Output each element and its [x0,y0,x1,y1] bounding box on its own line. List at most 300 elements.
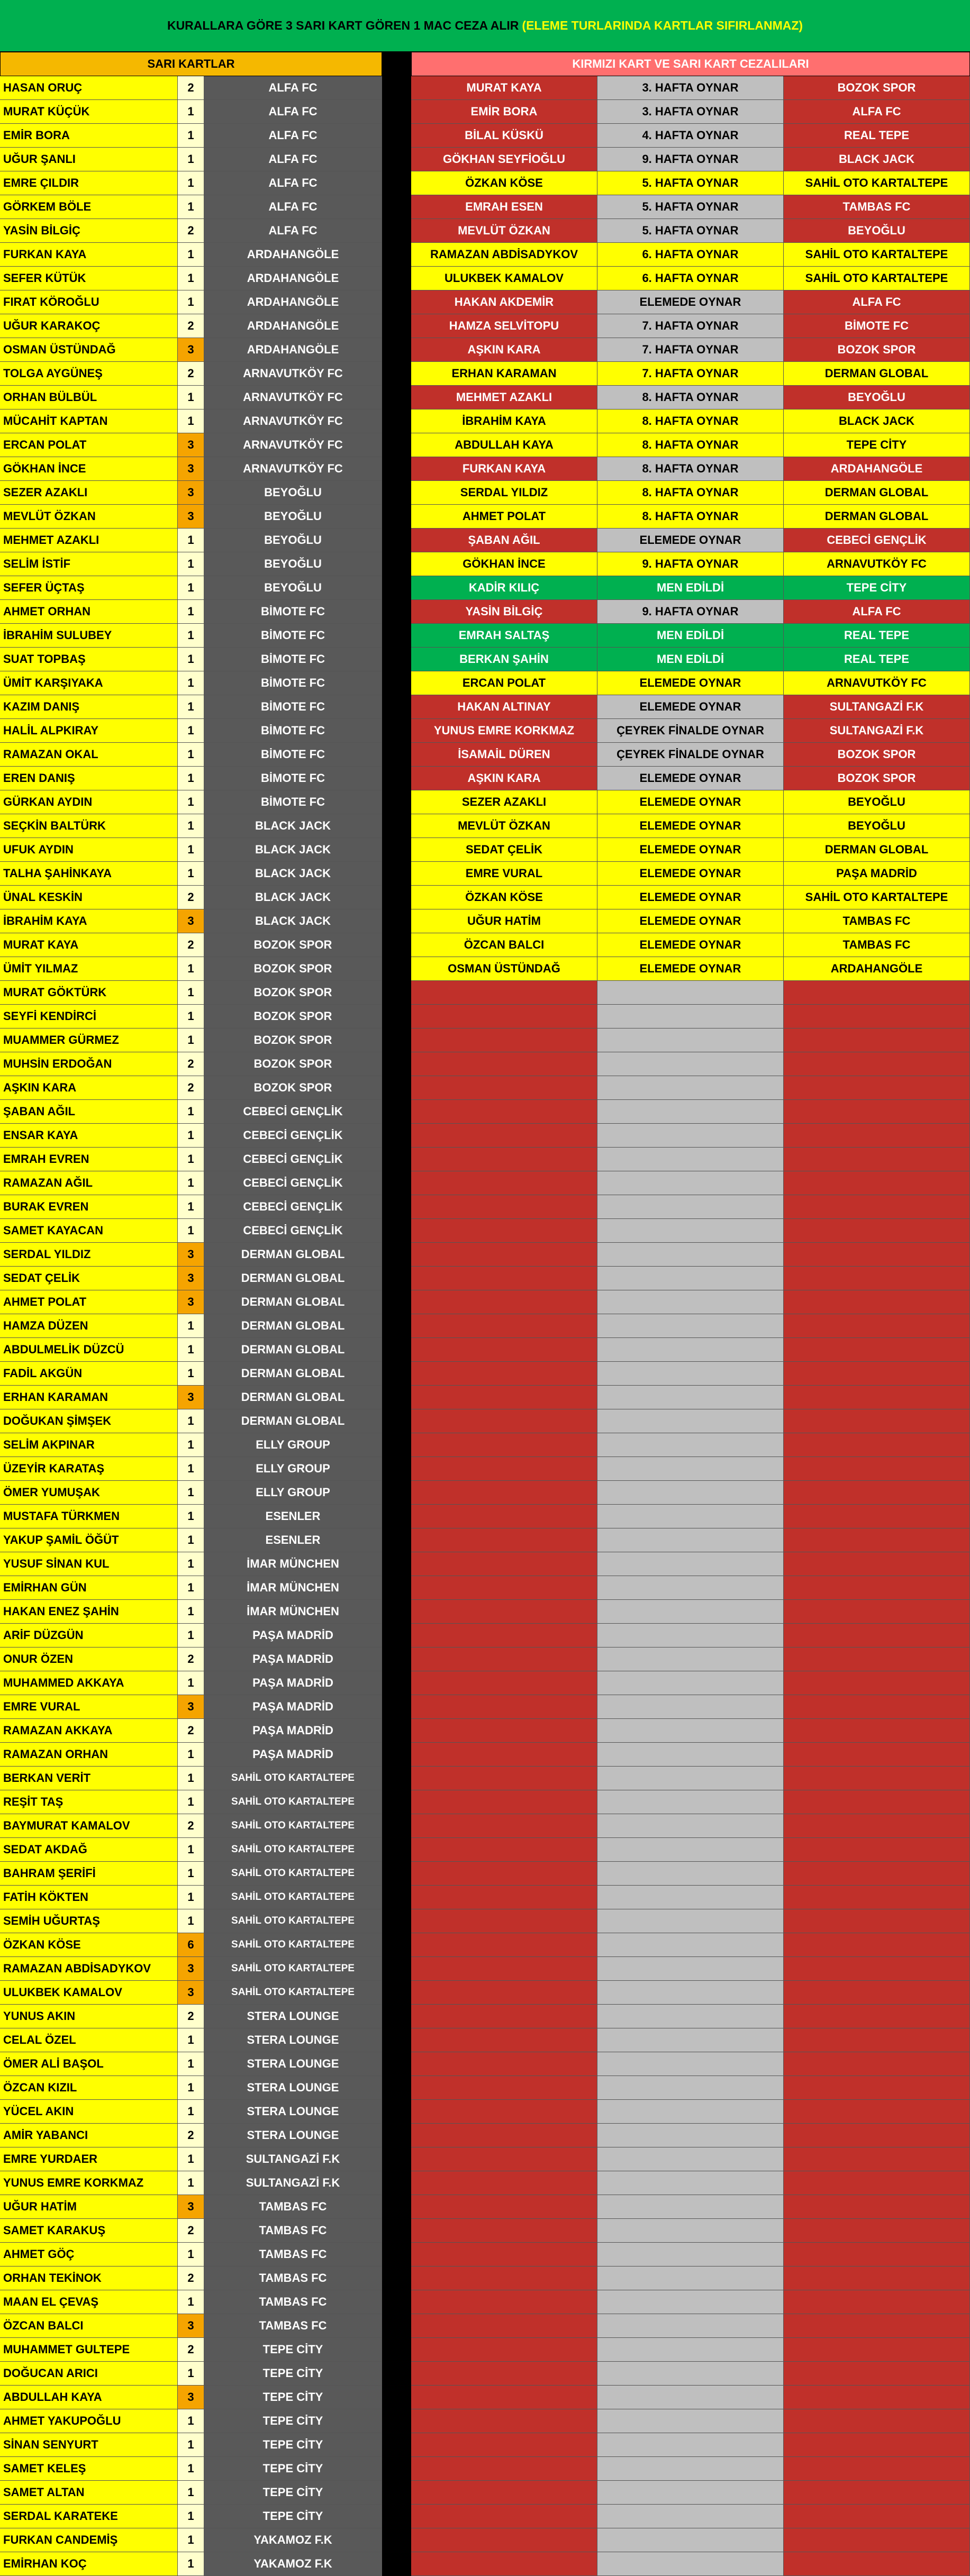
empty-cell [784,1219,970,1243]
yellow-card-player: FADİL AKGÜN [0,1362,178,1386]
table-row [0,1719,970,1743]
yellow-card-team: DERMAN GLOBAL [204,1290,382,1314]
table-row [0,1838,970,1862]
penalty-team: BEYOĞLU [784,814,970,838]
yellow-card-count: 1 [178,1600,204,1624]
yellow-card-count: 1 [178,1005,204,1028]
yellow-card-team: ESENLER [204,1505,382,1528]
yellow-card-count: 2 [178,1076,204,1100]
table-row [0,2052,970,2076]
yellow-card-team: ALFA FC [204,124,382,148]
yellow-card-player: HASAN ORUÇ [0,76,178,100]
yellow-card-team: BİMOTE FC [204,719,382,743]
yellow-card-count: 1 [178,243,204,267]
yellow-card-count: 3 [178,1695,204,1719]
empty-cell [411,1862,597,1886]
penalty-player: ERHAN KARAMAN [411,362,597,386]
empty-cell [411,2076,597,2100]
empty-cell [597,1933,784,1957]
penalty-team: TAMBAS FC [784,933,970,957]
yellow-card-player: SAMET KELEŞ [0,2457,178,2481]
yellow-card-count: 1 [178,576,204,600]
table-row [0,1671,970,1695]
empty-cell [784,1124,970,1148]
yellow-card-team: SAHİL OTO KARTALTEPE [204,1767,382,1790]
yellow-card-player: ORHAN TEKİNOK [0,2266,178,2290]
yellow-card-player: SEZER AZAKLI [0,481,178,505]
table-row [0,1195,970,1219]
penalty-status: ELEMEDE OYNAR [597,790,784,814]
penalty-status: ELEMEDE OYNAR [597,862,784,886]
table-row [0,648,970,671]
yellow-card-count: 1 [178,1576,204,1600]
yellow-card-team: TEPE CİTY [204,2386,382,2409]
penalty-team: BEYOĞLU [784,219,970,243]
empty-cell [411,1290,597,1314]
table-row [0,148,970,171]
yellow-card-count: 1 [178,957,204,981]
yellow-card-team: BOZOK SPOR [204,1076,382,1100]
penalty-player: AŞKIN KARA [411,767,597,790]
table-row [0,76,970,100]
yellow-card-player: AHMET YAKUPOĞLU [0,2409,178,2433]
yellow-card-team: İMAR MÜNCHEN [204,1600,382,1624]
yellow-card-player: RAMAZAN AĞIL [0,1171,178,1195]
penalty-status: ELEMEDE OYNAR [597,767,784,790]
penalty-team: PAŞA MADRİD [784,862,970,886]
yellow-card-player: SELİM AKPINAR [0,1433,178,1457]
empty-cell [411,1314,597,1338]
yellow-card-player: ULUKBEK KAMALOV [0,1981,178,2005]
yellow-card-team: TEPE CİTY [204,2433,382,2457]
empty-cell [784,1267,970,1290]
empty-cell [784,1719,970,1743]
table-row [0,1481,970,1505]
yellow-card-count: 1 [178,1148,204,1171]
table-row [0,2266,970,2290]
empty-cell [784,1028,970,1052]
penalty-status: 5. HAFTA OYNAR [597,219,784,243]
yellow-card-team: TAMBAS FC [204,2314,382,2338]
empty-cell [411,1195,597,1219]
yellow-card-team: BİMOTE FC [204,695,382,719]
yellow-card-team: ARNAVUTKÖY FC [204,409,382,433]
penalty-status: 6. HAFTA OYNAR [597,267,784,290]
yellow-card-player: EMRE ÇILDIR [0,171,178,195]
yellow-card-team: BİMOTE FC [204,743,382,767]
yellow-card-player: EREN DANIŞ [0,767,178,790]
empty-cell [411,2457,597,2481]
empty-cell [597,2195,784,2219]
empty-cell [597,2552,784,2576]
table-row [0,2171,970,2195]
yellow-card-player: MUAMMER GÜRMEZ [0,1028,178,1052]
empty-cell [597,1481,784,1505]
yellow-card-count: 2 [178,2005,204,2028]
penalty-team: BOZOK SPOR [784,743,970,767]
yellow-card-team: DERMAN GLOBAL [204,1267,382,1290]
yellow-card-team: BEYOĞLU [204,529,382,552]
table-row [0,1647,970,1671]
penalty-team: ARNAVUTKÖY FC [784,552,970,576]
yellow-cards-header: SARI KARTLAR [0,52,382,76]
empty-cell [784,1695,970,1719]
yellow-card-team: TEPE CİTY [204,2338,382,2362]
yellow-card-player: EMRAH EVREN [0,1148,178,1171]
empty-cell [411,2362,597,2386]
table-row [0,1314,970,1338]
yellow-card-team: CEBECİ GENÇLİK [204,1219,382,1243]
penalty-player: MEHMET AZAKLI [411,386,597,409]
empty-cell [411,2147,597,2171]
table-row [0,267,970,290]
empty-cell [784,2028,970,2052]
yellow-card-team: STERA LOUNGE [204,2028,382,2052]
empty-cell [597,1052,784,1076]
empty-cell [411,981,597,1005]
yellow-card-player: ARİF DÜZGÜN [0,1624,178,1647]
yellow-card-team: CEBECİ GENÇLİK [204,1148,382,1171]
penalty-status: 7. HAFTA OYNAR [597,362,784,386]
yellow-card-team: STERA LOUNGE [204,2100,382,2124]
yellow-card-player: SAMET ALTAN [0,2481,178,2505]
empty-cell [411,1600,597,1624]
empty-cell [784,1767,970,1790]
empty-cell [597,1243,784,1267]
yellow-card-player: UĞUR ŞANLI [0,148,178,171]
yellow-card-player: ABDULMELİK DÜZCÜ [0,1338,178,1362]
yellow-card-count: 1 [178,1481,204,1505]
yellow-card-count: 3 [178,1981,204,2005]
empty-cell [784,1576,970,1600]
empty-cell [597,2100,784,2124]
penalty-team: TEPE CİTY [784,576,970,600]
empty-cell [411,1767,597,1790]
empty-cell [784,1386,970,1409]
table-row [0,1933,970,1957]
empty-cell [597,2481,784,2505]
empty-cell [597,2243,784,2266]
table-row [0,481,970,505]
yellow-card-player: YASİN BİLGİÇ [0,219,178,243]
yellow-card-player: SUAT TOPBAŞ [0,648,178,671]
empty-cell [784,2124,970,2147]
yellow-card-player: MUSTAFA TÜRKMEN [0,1505,178,1528]
yellow-card-team: DERMAN GLOBAL [204,1314,382,1338]
yellow-card-count: 1 [178,2243,204,2266]
empty-cell [597,2266,784,2290]
table-row [0,2457,970,2481]
empty-cell [784,2528,970,2552]
empty-cell [784,2314,970,2338]
penalty-status: 3. HAFTA OYNAR [597,100,784,124]
table-row [0,1576,970,1600]
empty-cell [784,1647,970,1671]
yellow-card-player: DOĞUKAN ŞİMŞEK [0,1409,178,1433]
penalty-player: ÖZCAN BALCI [411,933,597,957]
empty-cell [784,1171,970,1195]
empty-cell [411,1219,597,1243]
yellow-card-team: ALFA FC [204,76,382,100]
empty-cell [784,1481,970,1505]
yellow-card-team: ALFA FC [204,148,382,171]
yellow-card-player: SEDAT AKDAĞ [0,1838,178,1862]
penalty-status: MEN EDİLDİ [597,576,784,600]
yellow-card-count: 2 [178,1719,204,1743]
empty-cell [411,2171,597,2195]
penalty-team: DERMAN GLOBAL [784,362,970,386]
table-row [0,1100,970,1124]
yellow-card-team: PAŞA MADRİD [204,1624,382,1647]
yellow-card-team: BİMOTE FC [204,624,382,648]
empty-cell [411,2243,597,2266]
yellow-card-team: SAHİL OTO KARTALTEPE [204,1957,382,1981]
penalty-status: 8. HAFTA OYNAR [597,409,784,433]
yellow-card-team: STERA LOUNGE [204,2124,382,2147]
yellow-card-count: 1 [178,862,204,886]
penalty-player: MURAT KAYA [411,76,597,100]
yellow-card-count: 1 [178,1552,204,1576]
penalty-status: ELEMEDE OYNAR [597,957,784,981]
empty-cell [597,1600,784,1624]
penalty-status: 4. HAFTA OYNAR [597,124,784,148]
penalty-status: 9. HAFTA OYNAR [597,148,784,171]
table-row [0,671,970,695]
yellow-card-count: 3 [178,1243,204,1267]
table-row [0,600,970,624]
penalty-status: 5. HAFTA OYNAR [597,171,784,195]
empty-cell [411,1576,597,1600]
penalty-status: ELEMEDE OYNAR [597,838,784,862]
penalty-player: EMİR BORA [411,100,597,124]
penalty-status: 8. HAFTA OYNAR [597,457,784,481]
yellow-card-team: TEPE CİTY [204,2362,382,2386]
table-row [0,1624,970,1647]
table-row [0,1528,970,1552]
empty-cell [784,2005,970,2028]
empty-cell [411,1647,597,1671]
penalty-status: ELEMEDE OYNAR [597,909,784,933]
empty-cell [597,1124,784,1148]
yellow-card-count: 1 [178,1338,204,1362]
table-row [0,981,970,1005]
penalty-player: EMRAH SALTAŞ [411,624,597,648]
empty-cell [597,1695,784,1719]
table-row [0,1362,970,1386]
table-row [0,2338,970,2362]
yellow-card-team: DERMAN GLOBAL [204,1338,382,1362]
yellow-card-player: SERDAL KARATEKE [0,2505,178,2528]
empty-cell [597,1647,784,1671]
yellow-card-count: 1 [178,1028,204,1052]
empty-cell [597,2171,784,2195]
yellow-card-count: 1 [178,2290,204,2314]
yellow-card-player: RAMAZAN OKAL [0,743,178,767]
empty-cell [784,2433,970,2457]
penalty-status: MEN EDİLDİ [597,624,784,648]
title-banner [0,0,970,52]
empty-cell [597,2409,784,2433]
yellow-card-team: BLACK JACK [204,886,382,909]
yellow-card-team: TEPE CİTY [204,2457,382,2481]
table-row [0,457,970,481]
yellow-card-player: EMİRHAN KOÇ [0,2552,178,2576]
empty-cell [411,2290,597,2314]
yellow-card-player: ÖMER ALİ BAŞOL [0,2052,178,2076]
table-row [0,243,970,267]
yellow-card-team: TAMBAS FC [204,2195,382,2219]
yellow-card-team: TEPE CİTY [204,2481,382,2505]
yellow-card-count: 1 [178,671,204,695]
yellow-card-player: SELİM İSTİF [0,552,178,576]
empty-cell [411,1838,597,1862]
penalty-team: DERMAN GLOBAL [784,838,970,862]
table-row [0,100,970,124]
yellow-card-team: BİMOTE FC [204,600,382,624]
yellow-card-count: 3 [178,1290,204,1314]
empty-cell [411,1981,597,2005]
penalty-team: TAMBAS FC [784,195,970,219]
yellow-card-player: SEYFİ KENDİRCİ [0,1005,178,1028]
yellow-card-player: GÖKHAN İNCE [0,457,178,481]
penalty-status: ÇEYREK FİNALDE OYNAR [597,719,784,743]
yellow-card-player: FATİH KÖKTEN [0,1886,178,1909]
yellow-card-player: EMRE VURAL [0,1695,178,1719]
table-row [0,1290,970,1314]
yellow-card-player: YUNUS EMRE KORKMAZ [0,2171,178,2195]
yellow-card-team: BEYOĞLU [204,505,382,529]
yellow-card-player: ENSAR KAYA [0,1124,178,1148]
table-row [0,2481,970,2505]
empty-cell [411,1100,597,1124]
penalty-player: ULUKBEK KAMALOV [411,267,597,290]
yellow-card-count: 1 [178,981,204,1005]
yellow-card-player: SEÇKİN BALTÜRK [0,814,178,838]
empty-cell [597,2505,784,2528]
yellow-card-team: İMAR MÜNCHEN [204,1552,382,1576]
empty-cell [597,1814,784,1838]
empty-cell [411,2124,597,2147]
yellow-card-player: FURKAN CANDEMİŞ [0,2528,178,2552]
yellow-card-team: BLACK JACK [204,862,382,886]
empty-cell [784,1076,970,1100]
table-row [0,1219,970,1243]
yellow-card-count: 3 [178,338,204,362]
yellow-card-count: 1 [178,1195,204,1219]
empty-cell [597,1552,784,1576]
yellow-card-player: ÖMER YUMUŞAK [0,1481,178,1505]
yellow-card-count: 1 [178,2528,204,2552]
table-row [0,1862,970,1886]
yellow-card-team: ARNAVUTKÖY FC [204,433,382,457]
yellow-card-player: İBRAHİM KAYA [0,909,178,933]
yellow-card-player: GÜRKAN AYDIN [0,790,178,814]
yellow-card-player: ORHAN BÜLBÜL [0,386,178,409]
empty-cell [411,1362,597,1386]
empty-cell [597,1862,784,1886]
yellow-card-player: BAHRAM ŞERİFİ [0,1862,178,1886]
yellow-card-player: SAMET KARAKUŞ [0,2219,178,2243]
penalty-team: TAMBAS FC [784,909,970,933]
yellow-card-team: TAMBAS FC [204,2219,382,2243]
table-row [0,2147,970,2171]
empty-cell [597,1028,784,1052]
penalty-player: RAMAZAN ABDİSADYKOV [411,243,597,267]
penalty-team: REAL TEPE [784,648,970,671]
table-row [0,1076,970,1100]
yellow-card-team: SAHİL OTO KARTALTEPE [204,1886,382,1909]
yellow-card-count: 1 [178,1528,204,1552]
yellow-card-count: 1 [178,767,204,790]
penalty-team: BEYOĞLU [784,790,970,814]
yellow-card-team: ARNAVUTKÖY FC [204,457,382,481]
yellow-card-count: 1 [178,1314,204,1338]
yellow-card-player: YUNUS AKIN [0,2005,178,2028]
yellow-card-player: MÜCAHİT KAPTAN [0,409,178,433]
yellow-card-player: DOĞUCAN ARICI [0,2362,178,2386]
yellow-card-count: 2 [178,2338,204,2362]
yellow-card-count: 2 [178,1814,204,1838]
yellow-card-player: İBRAHİM SULUBEY [0,624,178,648]
empty-cell [411,2528,597,2552]
empty-cell [597,1505,784,1528]
empty-cell [597,1362,784,1386]
penalty-player: BERKAN ŞAHİN [411,648,597,671]
empty-cell [411,1886,597,1909]
empty-cell [411,1028,597,1052]
penalty-player: EMRAH ESEN [411,195,597,219]
yellow-card-count: 3 [178,1386,204,1409]
table-row [0,838,970,862]
yellow-card-count: 1 [178,1433,204,1457]
empty-cell [784,2338,970,2362]
empty-cell [784,2505,970,2528]
table-row [0,624,970,648]
yellow-card-team: TAMBAS FC [204,2290,382,2314]
yellow-card-team: ALFA FC [204,219,382,243]
table-row [0,338,970,362]
penalty-team: DERMAN GLOBAL [784,481,970,505]
empty-cell [597,1314,784,1338]
penalty-team: TEPE CİTY [784,433,970,457]
table-row [0,1957,970,1981]
yellow-card-team: BOZOK SPOR [204,933,382,957]
yellow-card-count: 1 [178,1624,204,1647]
table-row [0,1981,970,2005]
yellow-card-player: AHMET ORHAN [0,600,178,624]
yellow-card-team: TAMBAS FC [204,2266,382,2290]
empty-cell [411,2005,597,2028]
yellow-card-count: 1 [178,1838,204,1862]
table-row [0,576,970,600]
penalty-player: GÖKHAN İNCE [411,552,597,576]
table-row [0,957,970,981]
table-row [0,1695,970,1719]
yellow-card-count: 1 [178,100,204,124]
yellow-card-count: 3 [178,457,204,481]
empty-cell [784,1981,970,2005]
table-row [0,171,970,195]
yellow-card-count: 2 [178,1052,204,1076]
table-row [0,2195,970,2219]
penalty-player: İSAMAİL DÜREN [411,743,597,767]
yellow-card-team: ELLY GROUP [204,1433,382,1457]
yellow-card-count: 2 [178,362,204,386]
empty-cell [784,1790,970,1814]
yellow-card-count: 2 [178,2266,204,2290]
table-row [0,886,970,909]
yellow-card-team: SAHİL OTO KARTALTEPE [204,1862,382,1886]
